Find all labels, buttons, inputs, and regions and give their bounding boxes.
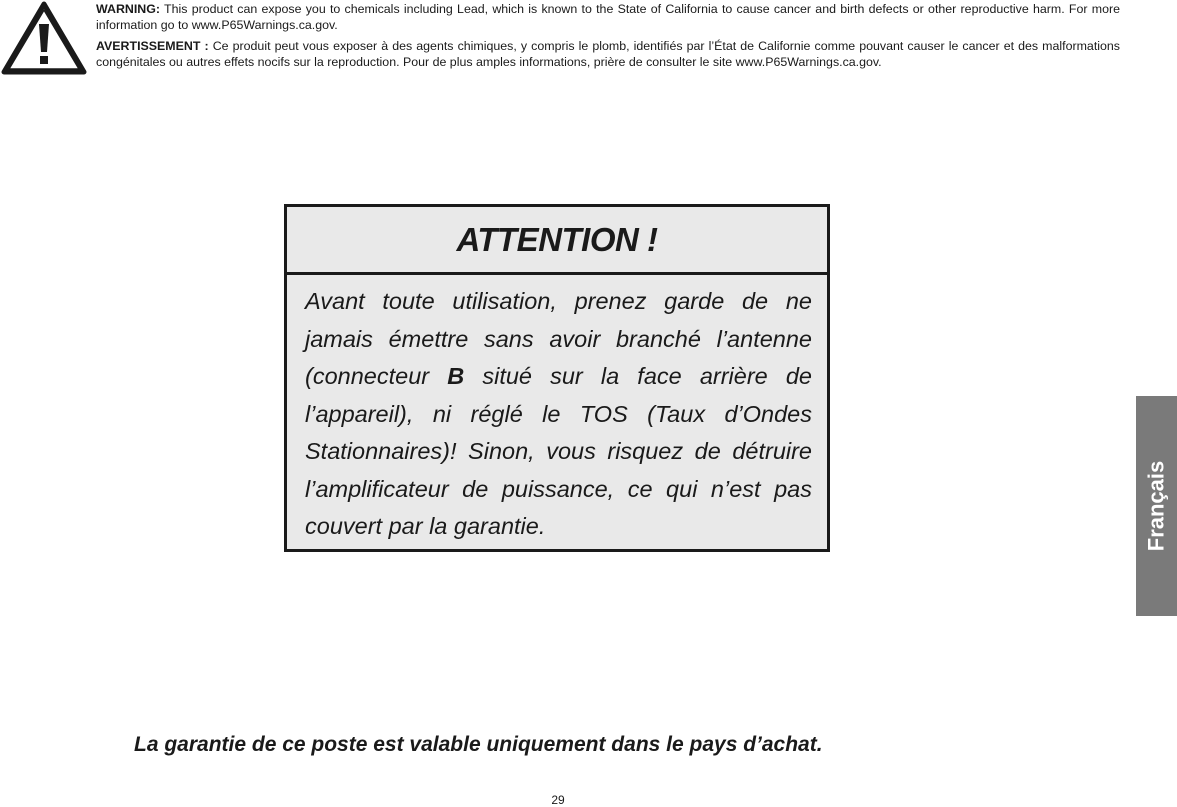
prop65-warning (0, 0, 1130, 80)
page-number: 29 (551, 793, 565, 807)
connector-b-label: B (447, 363, 465, 389)
exclamation-triangle-icon (0, 0, 88, 76)
avertissement-label: AVERTISSEMENT : (96, 39, 209, 53)
warning-label: WARNING: (96, 2, 161, 16)
attention-title: ATTENTION ! (287, 207, 827, 275)
attention-box (284, 204, 830, 552)
warning-french-text: Ce produit peut vous exposer à des agents chimiques, y compris le plomb, identifiés par l’État de Californie comme pouvant causer le cancer et des malformations congénitales ou autres effets nocifs sur la reproduction. Pour de plus amples informations, prière de consulter le site www.P65Warnings.ca.gov. (96, 39, 1120, 69)
attention-body (287, 275, 827, 546)
attention-body-part1: Avant toute utilisation, prenez garde de ne jamais émettre sans avoir branché l’antenne (connecteur (305, 288, 812, 389)
warranty-note: La garantie de ce poste est valable uniquement dans le pays d’achat. (134, 733, 823, 756)
warning-french (96, 38, 1120, 70)
warning-text (96, 1, 1120, 75)
warning-english-text: This product can expose you to chemicals including Lead, which is known to the State of California to cause cancer and birth defects or other reproductive harm. For more information go to www.P65Warnings.ca.gov. (96, 2, 1120, 32)
language-tab (1136, 396, 1177, 616)
attention-body-part2: situé sur la face arrière de l’appareil), ni réglé le TOS (Taux d’Ondes Stationnaires)! Sinon, vous risquez de détruire l’amplificateur de puissance, ce qui n’est pas couvert par la garantie. (305, 363, 812, 539)
warning-english (96, 1, 1120, 33)
language-tab-label: Français (1143, 460, 1169, 552)
